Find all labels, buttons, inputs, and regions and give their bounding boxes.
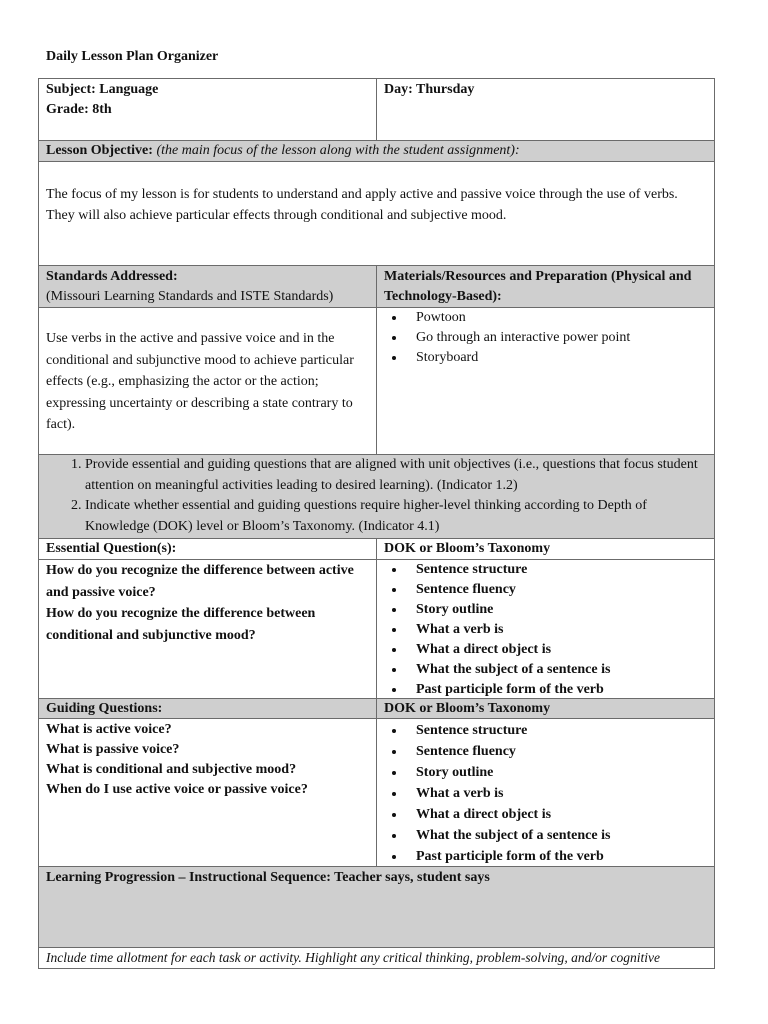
day-cell	[377, 79, 714, 140]
list-item: 2. Indicate whether essential and guiding questions require higher-level thinking according to Depth of Knowledge (DOK) level or Bloom’s Taxonomy. (Indicator 4.1)	[85, 496, 710, 537]
list-item: • Storyboard	[406, 348, 707, 368]
standards-label: Standards Addressed:	[46, 269, 178, 284]
standards-header	[39, 266, 377, 307]
list-item: • What the subject of a sentence is	[406, 660, 707, 680]
day-text: Day: Thursday	[384, 82, 475, 97]
list-item: • Sentence fluency	[406, 580, 707, 600]
list-item: • What the subject of a sentence is	[406, 825, 707, 846]
standards-sub: (Missouri Learning Standards and ISTE Standards)	[46, 289, 334, 304]
guiding-body-row	[39, 719, 714, 867]
essential-questions	[39, 560, 377, 698]
materials-header: Materials/Resources and Preparation (Physical and Technology-Based):	[384, 269, 692, 304]
list-item: • Go through an interactive power point	[406, 328, 707, 348]
list-item: • Past participle form of the verb	[406, 680, 707, 700]
essential-dok	[377, 560, 714, 698]
guiding-label: Guiding Questions:	[39, 699, 377, 718]
list-item: • Powtoon	[406, 308, 707, 328]
instructions-list	[39, 455, 710, 537]
guiding-question: What is passive voice?	[46, 742, 180, 757]
objective-label: Lesson Objective:	[46, 143, 153, 158]
subject-cell	[39, 79, 377, 140]
objective-body-row	[39, 162, 714, 266]
list-item: • What a verb is	[406, 783, 707, 804]
lesson-plan-table	[38, 78, 715, 969]
guiding-question: What is active voice?	[46, 722, 172, 737]
guiding-dok-label: DOK or Bloom’s Taxonomy	[377, 699, 714, 718]
essential-label: Essential Question(s):	[39, 539, 377, 559]
guiding-questions	[39, 719, 377, 866]
progression-row	[39, 867, 714, 948]
instructions-cell	[39, 455, 714, 538]
progression-note: Include time allotment for each task or activity. Highlight any critical thinking, problem-solving, and/or cognitive	[46, 950, 661, 965]
materials-list	[384, 308, 707, 368]
progression-note-row	[39, 948, 714, 968]
objective-header-row	[39, 141, 714, 162]
standards-body-row	[39, 308, 714, 455]
guiding-question: What is conditional and subjective mood?	[46, 762, 297, 777]
essential-header-row	[39, 539, 714, 560]
grade-text: Grade: 8th	[46, 102, 112, 117]
objective-text: The focus of my lesson is for students to understand and apply active and passive voice through the use of verbs. They will also achieve particular effects through conditional and subjective mood.	[46, 187, 678, 223]
objective-hint: (the main focus of the lesson along with the student assignment):	[152, 143, 520, 158]
list-item: • What a verb is	[406, 620, 707, 640]
instructions-row	[39, 455, 714, 539]
objective-header	[39, 141, 714, 161]
standards-text: Use verbs in the active and passive voice and in the conditional and subjunctive mood to achieve particular effects (e.g., emphasizing the actor or the action; expressing uncertainty or describing a state contrary to fact).	[39, 308, 377, 454]
essential-body-row	[39, 560, 714, 699]
guiding-dok	[377, 719, 714, 866]
materials-cell	[377, 308, 714, 454]
list-item: • Story outline	[406, 600, 707, 620]
subject-text: Subject: Language	[46, 82, 159, 97]
list-item: • Past participle form of the verb	[406, 846, 707, 867]
list-item: • What a direct object is	[406, 804, 707, 825]
essential-dok-list	[384, 560, 707, 700]
list-item: 1. Provide essential and guiding questions that are aligned with unit objectives (i.e., questions that focus student attention on meaningful activities leading to desired learning). (Indicator 1.2)	[85, 455, 710, 496]
list-item: • Sentence structure	[406, 720, 707, 741]
guiding-dok-list	[384, 720, 707, 867]
list-item: • Sentence structure	[406, 560, 707, 580]
list-item: • Story outline	[406, 762, 707, 783]
essential-question: How do you recognize the difference between active and passive voice?	[46, 563, 354, 600]
guiding-question: When do I use active voice or passive voice?	[46, 782, 308, 797]
header-row	[39, 79, 714, 141]
progression-label: Learning Progression – Instructional Sequence: Teacher says, student says	[46, 870, 490, 885]
essential-question: How do you recognize the difference between conditional and subjunctive mood?	[46, 606, 316, 643]
guiding-header-row	[39, 699, 714, 719]
list-item: • What a direct object is	[406, 640, 707, 660]
list-item: • Sentence fluency	[406, 741, 707, 762]
standards-header-row	[39, 266, 714, 308]
essential-dok-label: DOK or Bloom’s Taxonomy	[384, 541, 551, 556]
document-title: Daily Lesson Plan Organizer	[46, 49, 219, 64]
